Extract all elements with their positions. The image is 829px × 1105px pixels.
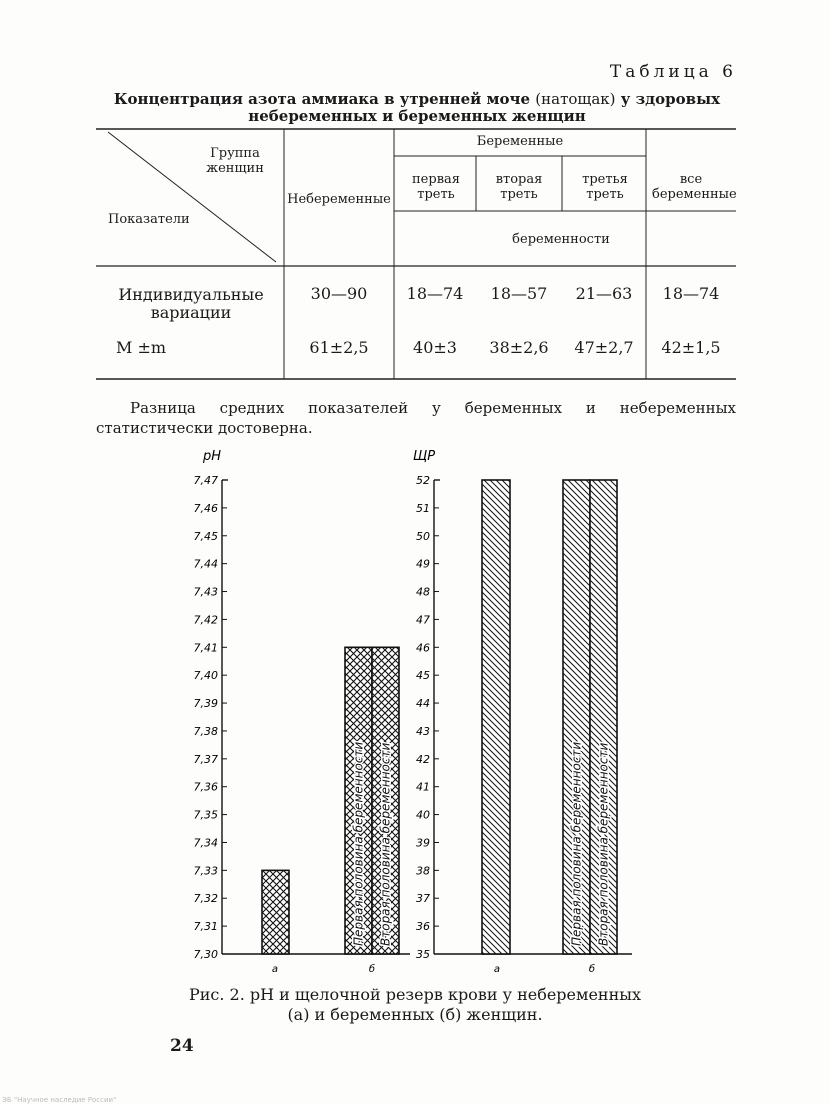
sub-header-third: третья треть [582,172,628,202]
y-tick-label: 7,37 [193,752,218,766]
cell-variation-second: 18—57 [490,284,548,303]
y-tick-label: 45 [416,669,430,683]
table-title [96,91,738,125]
y-tick-label: 52 [416,474,430,487]
y-tick-label: 43 [416,724,430,738]
cell-mean-all: 42±1,5 [661,338,721,357]
cell-mean-third: 47±2,7 [574,338,634,357]
col-header-nonpregnant: Небеременные [287,192,391,207]
table-title-part3: у здоровых небеременных и беременных женщин [248,90,721,125]
y-axis-label: ЩР [412,449,436,464]
row-label-variation: Индивидуальные вариации [118,285,264,322]
y-tick-label: 38 [416,864,430,878]
y-tick-label: 35 [416,948,430,961]
bar-label: Первая половина беременности [351,741,366,946]
y-tick-label: 7,44 [193,557,218,571]
y-tick-label: 7,43 [193,585,218,599]
table-title-part1: Концентрация азота аммиака в утренней моче [113,90,531,108]
row-label-mean: M ±m [115,338,167,357]
bar-label: Вторая половина беременности [596,742,611,946]
bar-label: Первая половина беременности [569,741,584,946]
y-tick-label: 7,32 [193,892,218,906]
x-category-label: б [588,964,596,975]
cell-mean-second: 38±2,6 [489,338,549,357]
y-axis-label: pH [202,449,222,464]
cell-variation-all: 18—74 [662,284,720,303]
y-tick-label: 7,35 [193,808,218,822]
y-tick-label: 7,42 [193,613,218,627]
y-tick-label: 47 [416,613,430,627]
cell-mean-first: 40±3 [413,338,457,357]
x-category-label: а [493,964,501,975]
col-header-pregnant: Беременные [476,134,564,149]
y-tick-label: 49 [416,557,430,571]
y-tick-label: 44 [416,697,430,711]
figure-caption: Рис. 2. pH и щелочной резерв крови у небеременных (а) и беременных (б) женщин. [188,985,642,1024]
y-tick-label: 7,47 [193,474,218,487]
y-tick-label: 39 [416,836,430,850]
y-tick-label: 46 [416,641,430,655]
x-category-label: а [271,964,279,975]
data-table [96,128,736,380]
page-number: 24 [170,1036,194,1056]
y-tick-label: 7,45 [193,529,218,543]
corner-header-group: Группа женщин [206,146,264,176]
sub-header-second: вторая треть [495,172,543,202]
y-tick-label: 7,41 [193,641,218,655]
y-tick-label: 37 [416,892,430,906]
y-tick-label: 50 [416,529,430,543]
y-tick-label: 41 [416,780,430,794]
y-tick-label: 7,39 [193,697,218,711]
y-tick-label: 51 [416,501,430,515]
sub-header-footer: беременности [512,232,610,247]
y-tick-label: 36 [416,920,430,934]
y-tick-label: 7,33 [193,864,218,878]
y-tick-label: 7,31 [193,920,218,934]
bar-label: Вторая половина беременности [378,742,393,946]
table-number: Таблица 6 [609,62,737,82]
cell-variation-third: 21—63 [575,284,633,303]
y-tick-label: 7,34 [193,836,218,850]
y-tick-label: 7,36 [193,780,218,794]
significance-note: Разница средних показателей у беременных и небеременных статистически достоверна. [96,399,736,437]
y-tick-label: 7,40 [193,669,218,683]
y-tick-label: 40 [416,808,430,822]
chart-ph [194,449,411,975]
y-tick-label: 48 [416,585,430,599]
sub-header-all: все беременные [652,172,737,202]
chart-alkaline-reserve [413,449,632,975]
y-tick-label: 7,46 [193,501,218,515]
cell-variation-first: 18—74 [406,284,464,303]
sub-header-first: первая треть [412,172,460,202]
bar [262,870,289,954]
cell-mean-nonpregnant: 61±2,5 [309,338,369,357]
table-title-part2: (натощак) [535,90,616,108]
y-tick-label: 7,38 [193,724,218,738]
x-category-label: б [368,964,376,975]
bar [482,480,510,954]
watermark: ЭБ "Научное наследие России" [2,1096,117,1104]
figure-ph-alkaline-reserve [0,440,829,980]
corner-header-indicators: Показатели [108,212,190,227]
y-tick-label: 42 [416,752,430,766]
cell-variation-nonpregnant: 30—90 [310,284,368,303]
y-tick-label: 7,30 [193,948,218,961]
